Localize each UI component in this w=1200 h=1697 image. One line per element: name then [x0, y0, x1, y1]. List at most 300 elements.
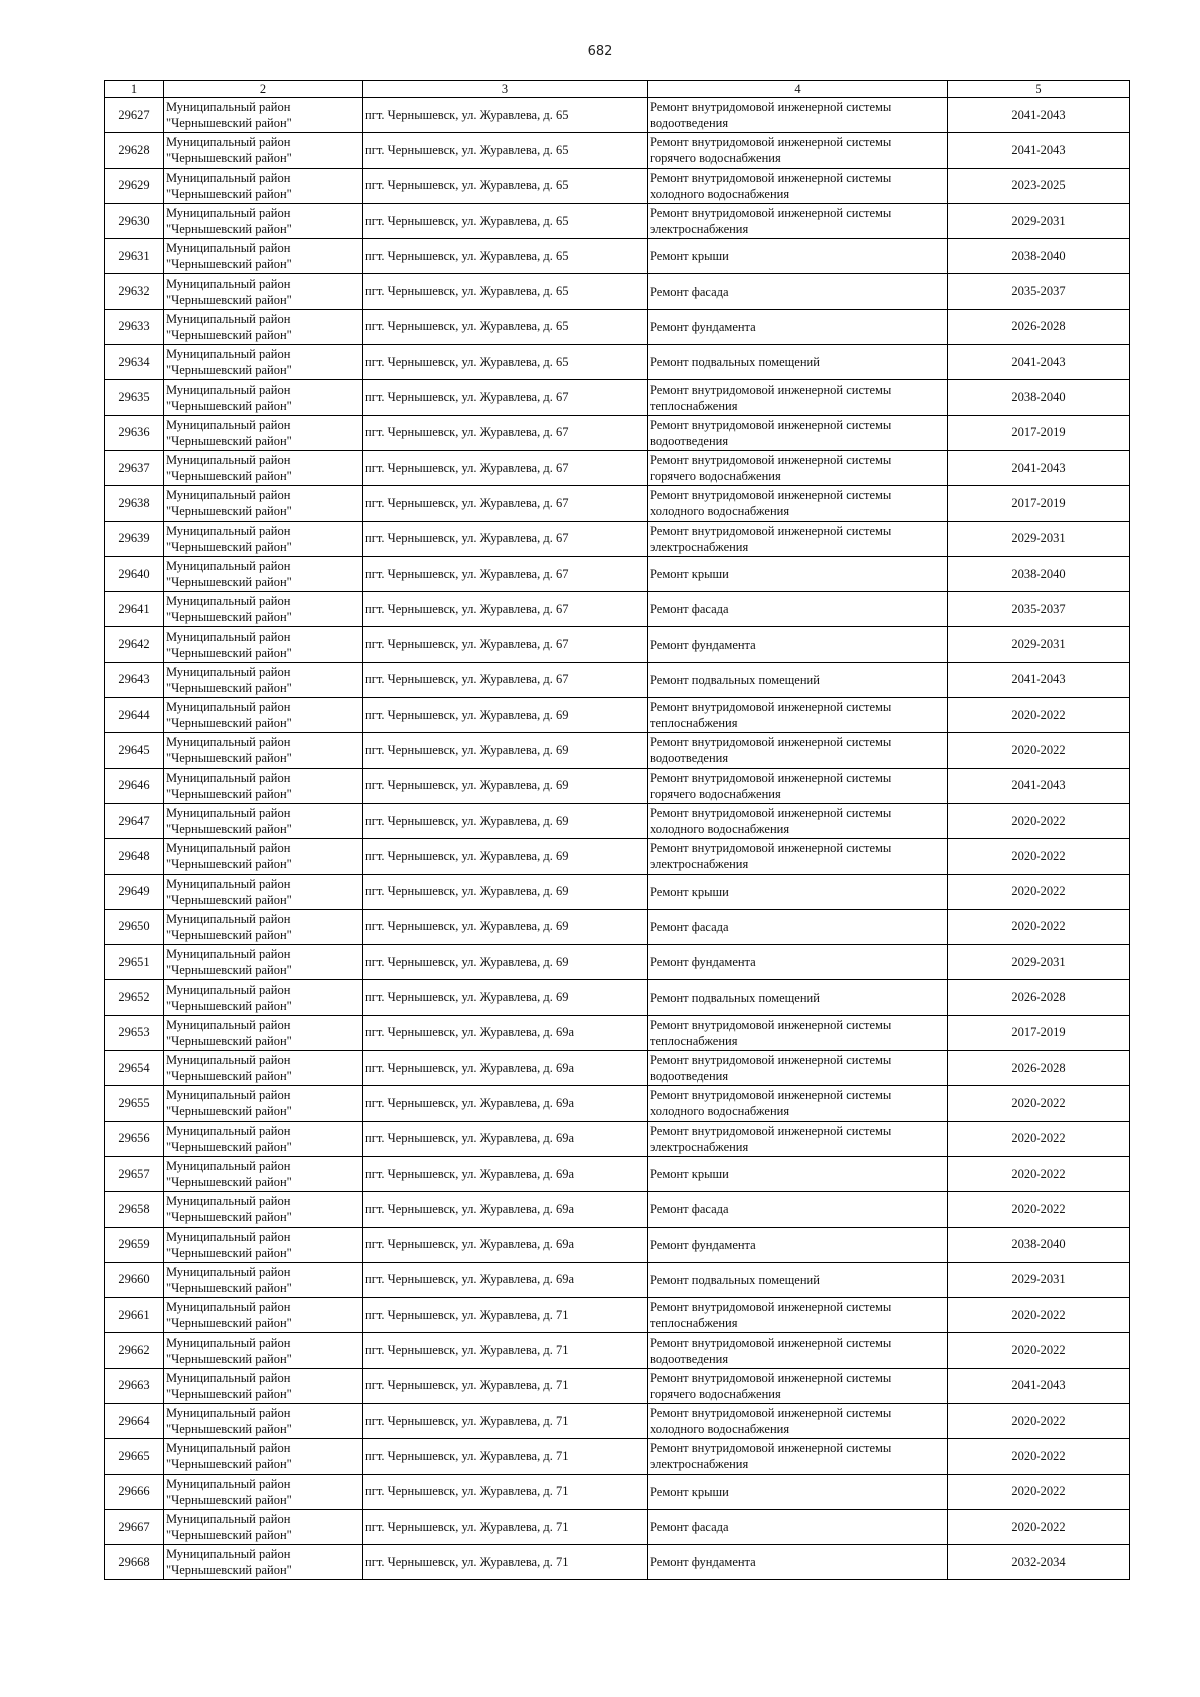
municipality-line-1: Муниципальный район [166, 911, 291, 926]
row-number: 29636 [105, 415, 164, 450]
work-type-line-2: электроснабжения [650, 1457, 749, 1472]
address-cell: пгт. Чернышевск, ул. Журавлева, д. 71 [363, 1298, 648, 1333]
period-cell: 2035-2037 [948, 592, 1130, 627]
table-row [105, 1545, 1130, 1580]
municipality-line-2: "Чернышевский район" [166, 469, 292, 484]
address-cell: пгт. Чернышевск, ул. Журавлева, д. 71 [363, 1509, 648, 1544]
work-type-cell [648, 1121, 948, 1156]
work-type-cell [648, 1333, 948, 1368]
table-row [105, 768, 1130, 803]
municipality-cell [164, 1227, 363, 1262]
table-row [105, 309, 1130, 344]
work-type-cell [648, 521, 948, 556]
address-cell: пгт. Чернышевск, ул. Журавлева, д. 69а [363, 1262, 648, 1297]
work-type-line-2: теплоснабжения [650, 1033, 738, 1048]
period-cell: 2035-2037 [948, 274, 1130, 309]
period-cell: 2029-2031 [948, 945, 1130, 980]
work-type-line-1: Ремонт внутридомовой инженерной системы [650, 1088, 892, 1103]
table-row [105, 627, 1130, 662]
work-type-cell [648, 450, 948, 485]
row-number: 29660 [105, 1262, 164, 1297]
address-cell: пгт. Чернышевск, ул. Журавлева, д. 71 [363, 1333, 648, 1368]
period-cell: 2038-2040 [948, 1227, 1130, 1262]
municipality-cell [164, 1298, 363, 1333]
period-cell: 2041-2043 [948, 1368, 1130, 1403]
work-type-line-1: Ремонт внутридомовой инженерной системы [650, 1335, 892, 1350]
municipality-line-1: Муниципальный район [166, 206, 291, 221]
work-type-cell [648, 1403, 948, 1438]
work-type-line-1: Ремонт подвальных помещений [650, 672, 820, 687]
municipality-line-1: Муниципальный район [166, 347, 291, 362]
municipality-line-2: "Чернышевский район" [166, 151, 292, 166]
municipality-cell [164, 1474, 363, 1509]
address-cell: пгт. Чернышевск, ул. Журавлева, д. 67 [363, 415, 648, 450]
work-type-line-1: Ремонт внутридомовой инженерной системы [650, 135, 892, 150]
work-type-line-1: Ремонт фасада [650, 1520, 729, 1535]
municipality-line-1: Муниципальный район [166, 1159, 291, 1174]
municipality-line-2: "Чернышевский район" [166, 963, 292, 978]
row-number: 29654 [105, 1051, 164, 1086]
period-cell: 2020-2022 [948, 1439, 1130, 1474]
municipality-line-2: "Чернышевский район" [166, 327, 292, 342]
municipality-cell [164, 1333, 363, 1368]
table-row [105, 486, 1130, 521]
work-type-cell [648, 1015, 948, 1050]
period-cell: 2020-2022 [948, 1086, 1130, 1121]
work-type-cell [648, 698, 948, 733]
work-type-cell [648, 627, 948, 662]
table-row [105, 1015, 1130, 1050]
work-type-line-2: холодного водоснабжения [650, 1422, 790, 1437]
municipality-line-2: "Чернышевский район" [166, 1280, 292, 1295]
table-row [105, 592, 1130, 627]
period-cell: 2038-2040 [948, 556, 1130, 591]
municipality-line-1: Муниципальный район [166, 629, 291, 644]
period-cell: 2020-2022 [948, 1403, 1130, 1438]
municipality-cell [164, 486, 363, 521]
table-row [105, 662, 1130, 697]
address-cell: пгт. Чернышевск, ул. Журавлева, д. 71 [363, 1545, 648, 1580]
address-cell: пгт. Чернышевск, ул. Журавлева, д. 67 [363, 592, 648, 627]
municipality-line-1: Муниципальный район [166, 523, 291, 538]
work-type-line-2: горячего водоснабжения [650, 151, 781, 166]
work-type-line-1: Ремонт внутридомовой инженерной системы [650, 206, 892, 221]
table-row [105, 133, 1130, 168]
work-type-cell [648, 1474, 948, 1509]
row-number: 29649 [105, 874, 164, 909]
work-type-cell [648, 380, 948, 415]
municipality-line-1: Муниципальный район [166, 276, 291, 291]
header-row [105, 81, 1130, 98]
work-type-line-2: холодного водоснабжения [650, 504, 790, 519]
work-type-cell [648, 1439, 948, 1474]
municipality-line-2: "Чернышевский район" [166, 751, 292, 766]
work-type-line-1: Ремонт фундамента [650, 1555, 756, 1570]
municipality-cell [164, 1121, 363, 1156]
row-number: 29629 [105, 168, 164, 203]
municipality-line-2: "Чернышевский район" [166, 186, 292, 201]
address-cell: пгт. Чернышевск, ул. Журавлева, д. 69 [363, 980, 648, 1015]
work-type-line-1: Ремонт внутридомовой инженерной системы [650, 700, 892, 715]
municipality-cell [164, 380, 363, 415]
address-cell: пгт. Чернышевск, ул. Журавлева, д. 69 [363, 839, 648, 874]
municipality-line-1: Муниципальный район [166, 1194, 291, 1209]
municipality-cell [164, 1368, 363, 1403]
municipality-line-2: "Чернышевский район" [166, 257, 292, 272]
municipality-cell [164, 1262, 363, 1297]
municipality-cell [164, 627, 363, 662]
municipality-line-2: "Чернышевский район" [166, 363, 292, 378]
table-row [105, 1439, 1130, 1474]
row-number: 29630 [105, 203, 164, 238]
table-row [105, 1192, 1130, 1227]
municipality-line-2: "Чернышевский район" [166, 433, 292, 448]
municipality-line-2: "Чернышевский район" [166, 116, 292, 131]
period-cell: 2041-2043 [948, 133, 1130, 168]
municipality-line-2: "Чернышевский район" [166, 1351, 292, 1366]
period-cell: 2026-2028 [948, 1051, 1130, 1086]
table-row [105, 909, 1130, 944]
period-cell: 2020-2022 [948, 1509, 1130, 1544]
table-row [105, 803, 1130, 838]
municipality-line-2: "Чернышевский район" [166, 1069, 292, 1084]
municipality-line-2: "Чернышевский район" [166, 786, 292, 801]
work-type-line-1: Ремонт внутридомовой инженерной системы [650, 735, 892, 750]
work-type-line-2: электроснабжения [650, 222, 749, 237]
row-number: 29643 [105, 662, 164, 697]
period-cell: 2020-2022 [948, 909, 1130, 944]
municipality-cell [164, 1051, 363, 1086]
table-row [105, 1262, 1130, 1297]
work-type-cell [648, 1368, 948, 1403]
address-cell: пгт. Чернышевск, ул. Журавлева, д. 65 [363, 203, 648, 238]
work-type-cell [648, 1545, 948, 1580]
work-type-line-2: теплоснабжения [650, 398, 738, 413]
work-type-line-1: Ремонт фундамента [650, 319, 756, 334]
work-type-cell [648, 203, 948, 238]
row-number: 29666 [105, 1474, 164, 1509]
work-type-cell [648, 1192, 948, 1227]
work-type-line-1: Ремонт фасада [650, 602, 729, 617]
address-cell: пгт. Чернышевск, ул. Журавлева, д. 67 [363, 662, 648, 697]
row-number: 29664 [105, 1403, 164, 1438]
table-row [105, 1156, 1130, 1191]
work-type-cell [648, 909, 948, 944]
work-type-line-2: водоотведения [650, 1069, 729, 1084]
work-type-cell [648, 592, 948, 627]
work-type-line-2: электроснабжения [650, 539, 749, 554]
row-number: 29657 [105, 1156, 164, 1191]
address-cell: пгт. Чернышевск, ул. Журавлева, д. 65 [363, 168, 648, 203]
municipality-cell [164, 133, 363, 168]
work-type-line-1: Ремонт фасада [650, 1202, 729, 1217]
work-type-line-1: Ремонт фундамента [650, 637, 756, 652]
municipality-line-1: Муниципальный район [166, 100, 291, 115]
period-cell: 2041-2043 [948, 662, 1130, 697]
municipality-line-1: Муниципальный район [166, 559, 291, 573]
work-type-cell [648, 1509, 948, 1544]
work-type-cell [648, 168, 948, 203]
period-cell: 2041-2043 [948, 450, 1130, 485]
table-row [105, 345, 1130, 380]
municipality-line-1: Муниципальный район [166, 735, 291, 750]
work-type-line-1: Ремонт внутридомовой инженерной системы [650, 1406, 892, 1421]
work-type-line-1: Ремонт подвальных помещений [650, 1272, 820, 1287]
work-type-line-2: горячего водоснабжения [650, 1386, 781, 1401]
municipality-line-2: "Чернышевский район" [166, 398, 292, 413]
address-cell: пгт. Чернышевск, ул. Журавлева, д. 69 [363, 768, 648, 803]
municipality-line-2: "Чернышевский район" [166, 1104, 292, 1119]
address-cell: пгт. Чернышевск, ул. Журавлева, д. 69а [363, 1086, 648, 1121]
work-type-cell [648, 1156, 948, 1191]
work-type-line-2: водоотведения [650, 751, 729, 766]
municipality-line-2: "Чернышевский район" [166, 1457, 292, 1472]
table-row [105, 556, 1130, 591]
address-cell: пгт. Чернышевск, ул. Журавлева, д. 67 [363, 521, 648, 556]
work-type-line-1: Ремонт крыши [650, 884, 729, 899]
address-cell: пгт. Чернышевск, ул. Журавлева, д. 69 [363, 803, 648, 838]
municipality-line-2: "Чернышевский район" [166, 1245, 292, 1260]
municipality-line-1: Муниципальный район [166, 1370, 291, 1385]
table-row [105, 874, 1130, 909]
row-number: 29635 [105, 380, 164, 415]
table-row [105, 1403, 1130, 1438]
period-cell: 2020-2022 [948, 839, 1130, 874]
work-type-line-1: Ремонт крыши [650, 249, 729, 264]
municipality-line-1: Муниципальный район [166, 770, 291, 785]
work-type-line-1: Ремонт внутридомовой инженерной системы [650, 523, 892, 538]
address-cell: пгт. Чернышевск, ул. Журавлева, д. 69 [363, 698, 648, 733]
period-cell: 2020-2022 [948, 1121, 1130, 1156]
row-number: 29632 [105, 274, 164, 309]
municipality-line-2: "Чернышевский район" [166, 1316, 292, 1331]
municipality-line-2: "Чернышевский район" [166, 1528, 292, 1543]
period-cell: 2038-2040 [948, 380, 1130, 415]
address-cell: пгт. Чернышевск, ул. Журавлева, д. 69а [363, 1156, 648, 1191]
period-cell: 2038-2040 [948, 239, 1130, 274]
table-row [105, 1086, 1130, 1121]
table-row [105, 1509, 1130, 1544]
municipality-line-2: "Чернышевский район" [166, 998, 292, 1013]
work-type-cell [648, 556, 948, 591]
work-type-cell [648, 980, 948, 1015]
address-cell: пгт. Чернышевск, ул. Журавлева, д. 65 [363, 274, 648, 309]
municipality-line-1: Муниципальный район [166, 1123, 291, 1138]
work-type-cell [648, 486, 948, 521]
work-type-line-2: водоотведения [650, 433, 729, 448]
municipality-line-1: Муниципальный район [166, 170, 291, 185]
municipality-cell [164, 874, 363, 909]
work-type-line-1: Ремонт внутридомовой инженерной системы [650, 453, 892, 468]
municipality-line-1: Муниципальный район [166, 700, 291, 715]
row-number: 29648 [105, 839, 164, 874]
row-number: 29639 [105, 521, 164, 556]
row-number: 29637 [105, 450, 164, 485]
work-type-line-2: холодного водоснабжения [650, 1104, 790, 1119]
municipality-cell [164, 521, 363, 556]
work-type-line-1: Ремонт крыши [650, 1167, 729, 1182]
work-type-line-1: Ремонт внутридомовой инженерной системы [650, 1300, 892, 1315]
municipality-line-1: Муниципальный район [166, 1053, 291, 1068]
municipality-line-1: Муниципальный район [166, 1441, 291, 1456]
municipality-cell [164, 768, 363, 803]
municipality-line-1: Муниципальный район [166, 1406, 291, 1421]
row-number: 29645 [105, 733, 164, 768]
municipality-cell [164, 592, 363, 627]
municipality-line-2: "Чернышевский район" [166, 539, 292, 554]
address-cell: пгт. Чернышевск, ул. Журавлева, д. 69 [363, 733, 648, 768]
municipality-line-2: "Чернышевский район" [166, 1210, 292, 1225]
work-type-line-1: Ремонт внутридомовой инженерной системы [650, 1370, 892, 1385]
work-type-line-1: Ремонт внутридомовой инженерной системы [650, 1123, 892, 1138]
municipality-cell [164, 274, 363, 309]
table-body [105, 98, 1130, 1580]
work-type-cell [648, 1262, 948, 1297]
work-type-line-1: Ремонт подвальных помещений [650, 355, 820, 370]
row-number: 29642 [105, 627, 164, 662]
municipality-line-1: Муниципальный район [166, 1088, 291, 1103]
address-cell: пгт. Чернышевск, ул. Журавлева, д. 69а [363, 1192, 648, 1227]
period-cell: 2020-2022 [948, 733, 1130, 768]
work-type-cell [648, 733, 948, 768]
work-type-cell [648, 345, 948, 380]
address-cell: пгт. Чернышевск, ул. Журавлева, д. 69а [363, 1015, 648, 1050]
work-type-cell [648, 662, 948, 697]
row-number: 29633 [105, 309, 164, 344]
work-type-line-1: Ремонт крыши [650, 1484, 729, 1499]
municipality-line-1: Муниципальный район [166, 1335, 291, 1350]
table-row [105, 380, 1130, 415]
header-cell-5: 5 [948, 81, 1130, 98]
table-row [105, 1298, 1130, 1333]
row-number: 29667 [105, 1509, 164, 1544]
period-cell: 2029-2031 [948, 521, 1130, 556]
table-row [105, 203, 1130, 238]
work-type-cell [648, 839, 948, 874]
municipality-line-1: Муниципальный район [166, 311, 291, 326]
row-number: 29661 [105, 1298, 164, 1333]
repair-schedule-table [104, 80, 1130, 1580]
work-type-line-2: теплоснабжения [650, 716, 738, 731]
municipality-line-2: "Чернышевский район" [166, 292, 292, 307]
row-number: 29656 [105, 1121, 164, 1156]
municipality-line-2: "Чернышевский район" [166, 222, 292, 237]
period-cell: 2020-2022 [948, 1156, 1130, 1191]
table-row [105, 168, 1130, 203]
work-type-cell [648, 874, 948, 909]
work-type-line-1: Ремонт фасада [650, 284, 729, 299]
municipality-line-1: Муниципальный район [166, 947, 291, 962]
municipality-cell [164, 1545, 363, 1580]
address-cell: пгт. Чернышевск, ул. Журавлева, д. 67 [363, 627, 648, 662]
table-header [105, 81, 1130, 98]
municipality-cell [164, 733, 363, 768]
table-row [105, 1121, 1130, 1156]
table-row [105, 1368, 1130, 1403]
municipality-line-2: "Чернышевский район" [166, 892, 292, 907]
municipality-cell [164, 1509, 363, 1544]
work-type-line-2: горячего водоснабжения [650, 786, 781, 801]
address-cell: пгт. Чернышевск, ул. Журавлева, д. 69а [363, 1227, 648, 1262]
period-cell: 2026-2028 [948, 980, 1130, 1015]
address-cell: пгт. Чернышевск, ул. Журавлева, д. 69а [363, 1051, 648, 1086]
municipality-line-2: "Чернышевский район" [166, 857, 292, 872]
table-row [105, 980, 1130, 1015]
municipality-line-2: "Чернышевский район" [166, 645, 292, 660]
table-row [105, 839, 1130, 874]
municipality-line-1: Муниципальный район [166, 135, 291, 150]
municipality-line-1: Муниципальный район [166, 982, 291, 997]
municipality-cell [164, 1086, 363, 1121]
municipality-cell [164, 698, 363, 733]
table-row [105, 698, 1130, 733]
work-type-line-1: Ремонт подвальных помещений [650, 990, 820, 1005]
row-number: 29644 [105, 698, 164, 733]
municipality-cell [164, 345, 363, 380]
row-number: 29631 [105, 239, 164, 274]
work-type-cell [648, 309, 948, 344]
municipality-cell [164, 98, 363, 133]
municipality-line-2: "Чернышевский район" [166, 1033, 292, 1048]
table-row [105, 1227, 1130, 1262]
address-cell: пгт. Чернышевск, ул. Журавлева, д. 67 [363, 380, 648, 415]
work-type-line-2: холодного водоснабжения [650, 186, 790, 201]
address-cell: пгт. Чернышевск, ул. Журавлева, д. 65 [363, 98, 648, 133]
work-type-line-1: Ремонт крыши [650, 567, 729, 581]
table-row [105, 98, 1130, 133]
period-cell: 2041-2043 [948, 768, 1130, 803]
work-type-cell [648, 415, 948, 450]
municipality-cell [164, 450, 363, 485]
municipality-line-1: Муниципальный район [166, 453, 291, 468]
period-cell: 2029-2031 [948, 627, 1130, 662]
table-row [105, 733, 1130, 768]
work-type-cell [648, 1227, 948, 1262]
municipality-line-1: Муниципальный район [166, 488, 291, 503]
table-row [105, 415, 1130, 450]
work-type-line-2: электроснабжения [650, 1139, 749, 1154]
header-cell-1: 1 [105, 81, 164, 98]
table-row [105, 1051, 1130, 1086]
municipality-line-2: "Чернышевский район" [166, 1563, 292, 1578]
address-cell: пгт. Чернышевск, ул. Журавлева, д. 71 [363, 1439, 648, 1474]
municipality-cell [164, 1403, 363, 1438]
period-cell: 2020-2022 [948, 803, 1130, 838]
municipality-cell [164, 168, 363, 203]
header-cell-4: 4 [648, 81, 948, 98]
address-cell: пгт. Чернышевск, ул. Журавлева, д. 65 [363, 345, 648, 380]
work-type-line-2: водоотведения [650, 1351, 729, 1366]
work-type-cell [648, 1051, 948, 1086]
work-type-line-2: теплоснабжения [650, 1316, 738, 1331]
municipality-line-2: "Чернышевский район" [166, 1139, 292, 1154]
period-cell: 2041-2043 [948, 345, 1130, 380]
municipality-line-1: Муниципальный район [166, 1229, 291, 1244]
row-number: 29665 [105, 1439, 164, 1474]
work-type-cell [648, 239, 948, 274]
period-cell: 2029-2031 [948, 1262, 1130, 1297]
row-number: 29641 [105, 592, 164, 627]
header-cell-3: 3 [363, 81, 648, 98]
period-cell: 2032-2034 [948, 1545, 1130, 1580]
municipality-line-2: "Чернышевский район" [166, 575, 292, 589]
municipality-cell [164, 415, 363, 450]
work-type-cell [648, 803, 948, 838]
table-row [105, 450, 1130, 485]
row-number: 29627 [105, 98, 164, 133]
period-cell: 2023-2025 [948, 168, 1130, 203]
municipality-line-2: "Чернышевский район" [166, 927, 292, 942]
